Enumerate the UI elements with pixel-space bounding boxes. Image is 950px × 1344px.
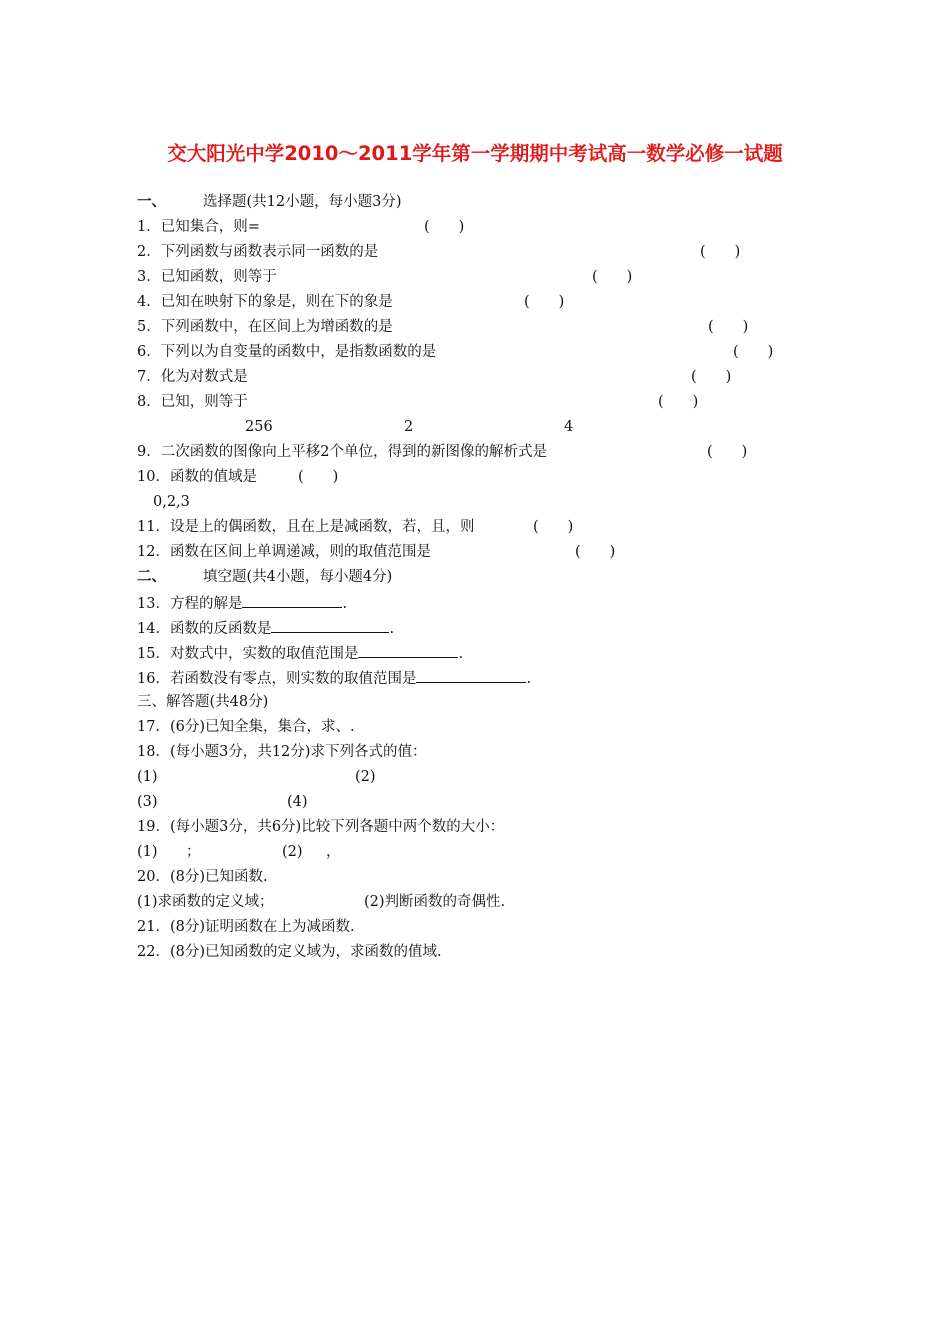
question-13 <box>137 592 347 614</box>
question-text: 10．函数的值域是 <box>137 469 257 485</box>
answer-paren: ( ) <box>524 294 565 310</box>
section-choice-header <box>137 192 402 212</box>
punctuation: . <box>342 596 348 612</box>
section-fill-header <box>137 567 392 587</box>
punctuation: . <box>526 671 532 687</box>
question-text: 1．已知集合，则= <box>137 219 260 235</box>
question-6 <box>137 342 436 362</box>
question-text: 13．方程的解是 <box>137 596 243 612</box>
question-text: 2．下列函数与函数表示同一函数的是 <box>137 244 379 260</box>
question-22: 22．(8分)已知函数的定义域为，求函数的值域. <box>137 944 442 960</box>
answer-blank <box>242 592 342 608</box>
question-text: 11．设是上的偶函数，且在上是减函数，若，且，则 <box>137 519 475 535</box>
sub-part-label: (1) <box>137 769 158 785</box>
question-9 <box>137 442 547 462</box>
sub-part-label: (1) <box>137 844 158 860</box>
answer-paren: ( ) <box>708 319 749 335</box>
option-value: 2 <box>404 419 414 435</box>
question-text: 12．函数在区间上单调递减，则的取值范围是 <box>137 544 431 560</box>
question-15 <box>137 642 463 664</box>
answer-paren: ( ) <box>733 344 774 360</box>
question-11 <box>137 517 474 537</box>
question-text: 3．已知函数，则等于 <box>137 269 277 285</box>
question-text: 16．若函数没有零点，则实数的取值范围是 <box>137 671 417 687</box>
question-text: 4．已知在映射下的象是，则在下的象是 <box>137 294 393 310</box>
question-20: 20．(8分)已知函数. <box>137 869 268 885</box>
answer-paren: ( ) <box>658 394 699 410</box>
question-19: 19．(每小题3分，共6分)比较下列各题中两个数的大小： <box>137 819 505 835</box>
question-3 <box>137 267 277 287</box>
question-7 <box>137 367 248 387</box>
sub-part-text: (1)求函数的定义域； <box>137 894 274 910</box>
punctuation: . <box>389 621 395 637</box>
option-value: 0,2,3 <box>153 494 190 510</box>
answer-blank <box>271 617 389 633</box>
question-text: 9．二次函数的图像向上平移2个单位，得到的新图像的解析式是 <box>137 444 547 460</box>
sub-part-label: (2) <box>282 844 303 860</box>
separator: ； <box>186 844 201 860</box>
sub-part-label: (4) <box>287 794 308 810</box>
option-value: 4 <box>564 419 574 435</box>
answer-paren: ( ) <box>424 219 465 235</box>
section-heading: 填空题(共4小题，每小题4分) <box>203 569 393 585</box>
question-4 <box>137 292 393 312</box>
question-18: 18．(每小题3分，共12分)求下列各式的值： <box>137 744 427 760</box>
separator: ， <box>326 844 341 860</box>
question-text: 5．下列函数中，在区间上为增函数的是 <box>137 319 393 335</box>
question-text: 7．化为对数式是 <box>137 369 248 385</box>
answer-paren: ( ) <box>707 444 748 460</box>
question-17: 17．(6分)已知全集，集合，求、. <box>137 719 355 735</box>
answer-paren: ( ) <box>298 469 339 485</box>
question-text: 6．下列以为自变量的函数中，是指数函数的是 <box>137 344 437 360</box>
question-8 <box>137 392 248 412</box>
section-heading: 选择题(共12小题，每小题3分) <box>203 194 402 210</box>
question-16 <box>137 667 531 689</box>
answer-blank <box>416 667 526 683</box>
answer-paren: ( ) <box>533 519 574 535</box>
option-value: 256 <box>245 419 273 435</box>
answer-paren: ( ) <box>691 369 732 385</box>
question-5 <box>137 317 393 337</box>
section-answer-header: 三、解答题(共48分) <box>137 694 269 710</box>
question-12 <box>137 542 431 562</box>
question-1 <box>137 217 260 237</box>
answer-paren: ( ) <box>700 244 741 260</box>
question-21: 21．(8分)证明函数在上为减函数. <box>137 919 355 935</box>
question-2 <box>137 242 378 262</box>
sub-part-label: (2) <box>355 769 376 785</box>
section-number: 一、 <box>137 193 166 210</box>
question-text: 14．函数的反函数是 <box>137 621 272 637</box>
answer-paren: ( ) <box>592 269 633 285</box>
answer-blank <box>358 642 458 658</box>
section-number: 二、 <box>137 568 166 585</box>
punctuation: . <box>458 646 464 662</box>
question-10 <box>137 467 257 487</box>
exam-title: 交大阳光中学2010～2011学年第一学期期中考试高一数学必修一试题 <box>167 142 783 165</box>
question-text: 15．对数式中，实数的取值范围是 <box>137 646 359 662</box>
sub-part-label: (3) <box>137 794 158 810</box>
question-14 <box>137 617 394 639</box>
question-text: 8．已知，则等于 <box>137 394 248 410</box>
answer-paren: ( ) <box>575 544 616 560</box>
sub-part-text: (2)判断函数的奇偶性. <box>364 894 506 910</box>
